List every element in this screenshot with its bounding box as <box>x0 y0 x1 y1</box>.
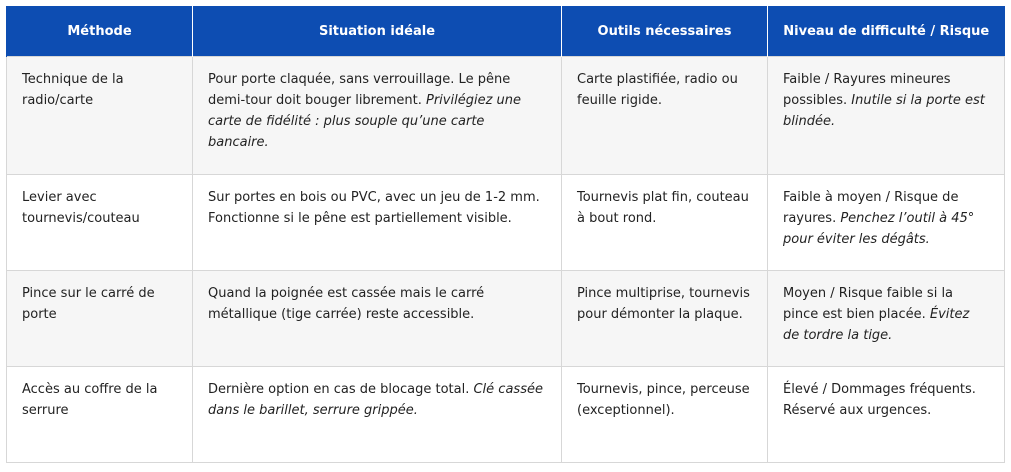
situation-text: Quand la poignée est cassée mais le carré métallique (tige carrée) reste accessible. <box>208 286 485 322</box>
header-situation: Situation idéale <box>193 6 562 57</box>
risk-text: Faible à moyen / Risque de rayures. <box>783 190 959 226</box>
risk-text: Moyen / Risque faible si la pince est bien placée. <box>783 286 954 322</box>
table-header-row <box>7 6 1005 57</box>
cell-method: Technique de la radio/carte <box>7 57 193 175</box>
situation-text: Sur portes en bois ou PVC, avec un jeu de 1-2 mm. Fonctionne si le pêne est partiellement visible. <box>208 190 540 226</box>
cell-risk <box>768 175 1005 271</box>
cell-situation <box>193 367 562 463</box>
cell-risk <box>768 57 1005 175</box>
methods-table-container <box>6 6 1004 463</box>
situation-text: Pour porte claquée, sans verrouillage. Le pêne demi-tour doit bouger librement. <box>208 72 511 108</box>
cell-situation <box>193 175 562 271</box>
cell-risk <box>768 271 1005 367</box>
situation-note: Privilégiez une carte de fidélité : plus souple qu’une carte bancaire. <box>208 93 522 150</box>
risk-note: Évitez de tordre la tige. <box>783 307 970 343</box>
table-row <box>7 367 1005 463</box>
header-method: Méthode <box>7 6 193 57</box>
cell-method: Levier avec tournevis/couteau <box>7 175 193 271</box>
cell-tools: Carte plastifiée, radio ou feuille rigide. <box>562 57 768 175</box>
cell-risk <box>768 367 1005 463</box>
risk-note: Penchez l’outil à 45° pour éviter les dégâts. <box>783 211 975 247</box>
cell-situation <box>193 57 562 175</box>
cell-method: Pince sur le carré de porte <box>7 271 193 367</box>
cell-tools: Tournevis plat fin, couteau à bout rond. <box>562 175 768 271</box>
header-tools: Outils nécessaires <box>562 6 768 57</box>
header-risk: Niveau de difficulté / Risque <box>768 6 1005 57</box>
table-row <box>7 175 1005 271</box>
situation-text: Dernière option en cas de blocage total. <box>208 382 474 397</box>
risk-note: Inutile si la porte est blindée. <box>783 93 985 129</box>
methods-table <box>6 6 1005 463</box>
table-row <box>7 271 1005 367</box>
cell-tools: Pince multiprise, tournevis pour démonter la plaque. <box>562 271 768 367</box>
cell-tools: Tournevis, pince, perceuse (exceptionnel). <box>562 367 768 463</box>
risk-text: Faible / Rayures mineures possibles. <box>783 72 951 108</box>
cell-method: Accès au coffre de la serrure <box>7 367 193 463</box>
cell-situation <box>193 271 562 367</box>
table-row <box>7 57 1005 175</box>
risk-text: Élevé / Dommages fréquents. Réservé aux urgences. <box>783 382 976 418</box>
situation-note: Clé cassée dans le barillet, serrure grippée. <box>208 382 543 418</box>
